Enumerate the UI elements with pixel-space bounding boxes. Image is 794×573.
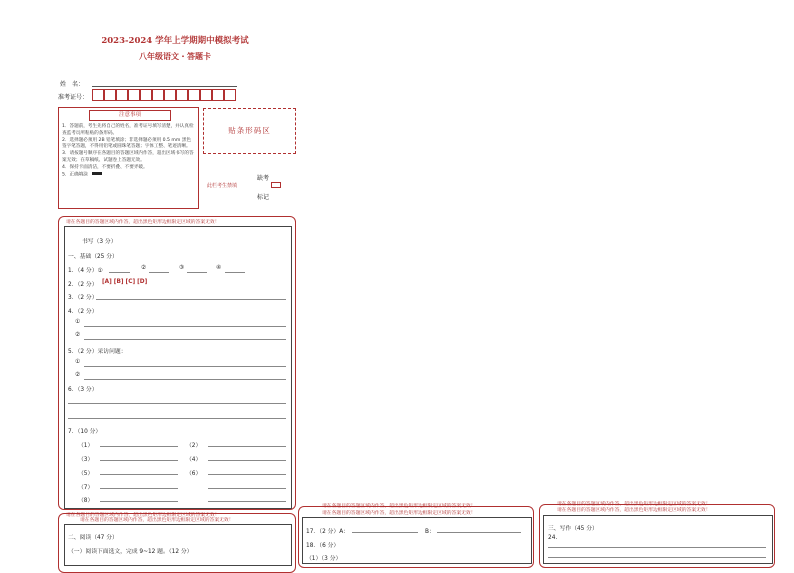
- composition-line[interactable]: [548, 557, 766, 558]
- warning-text: 请在各题目的答题区域内作答，超出黑色矩形边框限定区域的答案无效！: [557, 502, 711, 507]
- id-box[interactable]: [212, 89, 224, 101]
- q7-sub-label: （7）: [78, 485, 94, 491]
- section-writing-heading: 三、写作（45 分）: [548, 526, 598, 532]
- name-field[interactable]: [92, 86, 237, 87]
- absent-mark-area: [203, 167, 296, 209]
- q5-line[interactable]: [84, 379, 286, 380]
- barcode-area: 贴条形码区: [203, 108, 296, 154]
- q7-line[interactable]: [100, 488, 178, 489]
- q5-line[interactable]: [84, 366, 286, 367]
- q6-line[interactable]: [68, 418, 286, 419]
- q17-line[interactable]: [437, 532, 521, 533]
- name-label: 姓 名：: [60, 81, 85, 88]
- q5-label: 5．（2 分）采访问题：: [68, 349, 127, 355]
- q6-line[interactable]: [68, 403, 286, 404]
- id-box[interactable]: [224, 89, 236, 101]
- id-box[interactable]: [116, 89, 128, 101]
- warning-text: 请在各题目的答题区域内作答，超出黑色矩形边框限定区域的答案无效！: [66, 220, 220, 225]
- q7-line[interactable]: [208, 446, 286, 447]
- q7-sub-label: （3）: [78, 457, 94, 463]
- notice-item: 5．正确填涂: [62, 172, 194, 179]
- q4-circle-1: ①: [75, 319, 81, 325]
- q7-line[interactable]: [100, 501, 178, 502]
- warning-text: 请在各题目的答题区域内作答，超出黑色矩形边框限定区域的答案无效！: [557, 508, 711, 513]
- q7-line[interactable]: [208, 501, 286, 502]
- id-box[interactable]: [104, 89, 116, 101]
- id-box[interactable]: [128, 89, 140, 101]
- section-reading-heading: 二、阅读（47 分）: [68, 535, 118, 541]
- q7-sub-label: （8）: [78, 498, 94, 504]
- q7-sub-label: （5）: [78, 471, 94, 477]
- q1-label: 1．（4 分）①: [68, 268, 103, 274]
- notice-box: [58, 107, 199, 209]
- q18-label: 18．（6 分）: [306, 543, 340, 549]
- q5-circle-1: ①: [75, 359, 81, 365]
- warning-text: 请在各题目的答题区域内作答，超出黑色矩形边框限定区域的答案无效！: [322, 504, 476, 509]
- notice-body: [62, 124, 194, 179]
- warning-text: 请在各题目的答题区域内作答，超出黑色矩形边框限定区域的答案无效！: [80, 518, 234, 523]
- q7-line[interactable]: [208, 460, 286, 461]
- absent-note: 此栏考生禁填: [207, 183, 238, 189]
- id-box[interactable]: [92, 89, 104, 101]
- writing-score: 书写（3 分）: [82, 239, 117, 245]
- q5-circle-2: ②: [75, 372, 81, 378]
- q1-blank[interactable]: [109, 272, 130, 273]
- q17-line[interactable]: [352, 532, 418, 533]
- q1-c-label: ③: [179, 265, 185, 271]
- absent-checkbox[interactable]: [271, 182, 281, 188]
- notice-item: 2．选择题必须用 2B 铅笔填涂；非选择题必须用 0.5 mm 黑色签字笔答题，不得用铅笔或圆珠笔答题；字体工整、笔迹清晰。: [62, 137, 192, 150]
- q7-line[interactable]: [208, 474, 286, 475]
- q4-label: 4．（2 分）: [68, 309, 98, 315]
- q4-circle-2: ②: [75, 332, 81, 338]
- q4-line[interactable]: [84, 326, 286, 327]
- notice-item: 4．保持卡面清洁，不要折叠、不要弄破。: [62, 164, 148, 170]
- absent-mark-label: 标记: [257, 194, 270, 201]
- q7-line[interactable]: [208, 488, 286, 489]
- q7-sub-label: （1）: [78, 443, 94, 449]
- q3-label: 3．（2 分）: [68, 295, 98, 301]
- q7-label: 7．（10 分）: [68, 429, 102, 435]
- id-box[interactable]: [164, 89, 176, 101]
- q6-label: 6．（3 分）: [68, 387, 98, 393]
- notice-item: 1．答题前，考生先将自己的姓名，准考证号填写清楚，并认真检查监考员所粘贴的条形码。: [62, 124, 194, 136]
- q17-label: 17．（2 分）A：: [306, 529, 349, 535]
- filled-mark-icon: [92, 172, 102, 176]
- q7-line[interactable]: [100, 446, 178, 447]
- q2-label: 2．（2 分）: [68, 282, 98, 288]
- id-label: 准考证号：: [58, 94, 89, 101]
- warning-text: 请在各题目的答题区域内作答，超出黑色矩形边框限定区域的答案无效！: [322, 511, 476, 516]
- section-basics-heading: 一、基础（25 分）: [68, 254, 118, 260]
- q1-d-label: ④: [216, 265, 222, 271]
- q1-b-label: ②: [141, 265, 147, 271]
- answer-region[interactable]: [64, 524, 292, 566]
- q7-sub-label: （6）: [186, 471, 202, 477]
- notice-title: 注意事项: [89, 110, 171, 121]
- exam-subtitle: 八年级语文・答题卡: [139, 51, 211, 61]
- exam-title: 2023-2024 学年上学期期中模拟考试: [101, 36, 249, 46]
- q1-blank[interactable]: [149, 272, 169, 273]
- q1-blank[interactable]: [225, 272, 245, 273]
- id-box[interactable]: [188, 89, 200, 101]
- notice-item: 3．请按题号顺序在各题目的答题区域内作答，超出区域书写的答案无效；在草稿纸、试题卷上答题无效。: [62, 151, 194, 163]
- q4-line[interactable]: [84, 339, 286, 340]
- q7-sub-label: （2）: [186, 443, 202, 449]
- warning-text: 请在各题目的答题区域内作答，超出黑色矩形边框限定区域的答案无效！: [66, 513, 220, 518]
- q24-label: 24.: [548, 535, 558, 541]
- q3-line[interactable]: [96, 299, 286, 300]
- reading-part1: （一）阅读下面选文，完成 9~12 题。（12 分）: [68, 549, 193, 555]
- q2-options[interactable]: [A] [B] [C] [D]: [102, 279, 148, 285]
- q7-line[interactable]: [100, 460, 178, 461]
- q17-b-label: B：: [425, 529, 435, 535]
- q7-sub-label: （4）: [186, 457, 202, 463]
- id-box[interactable]: [152, 89, 164, 101]
- id-box[interactable]: [140, 89, 152, 101]
- absent-label: 缺考: [257, 175, 270, 182]
- id-box[interactable]: [200, 89, 212, 101]
- id-box[interactable]: [176, 89, 188, 101]
- q7-line[interactable]: [100, 474, 178, 475]
- composition-line[interactable]: [548, 547, 766, 548]
- q1-blank[interactable]: [187, 272, 207, 273]
- q18-sub: （1）（3 分）: [306, 556, 342, 562]
